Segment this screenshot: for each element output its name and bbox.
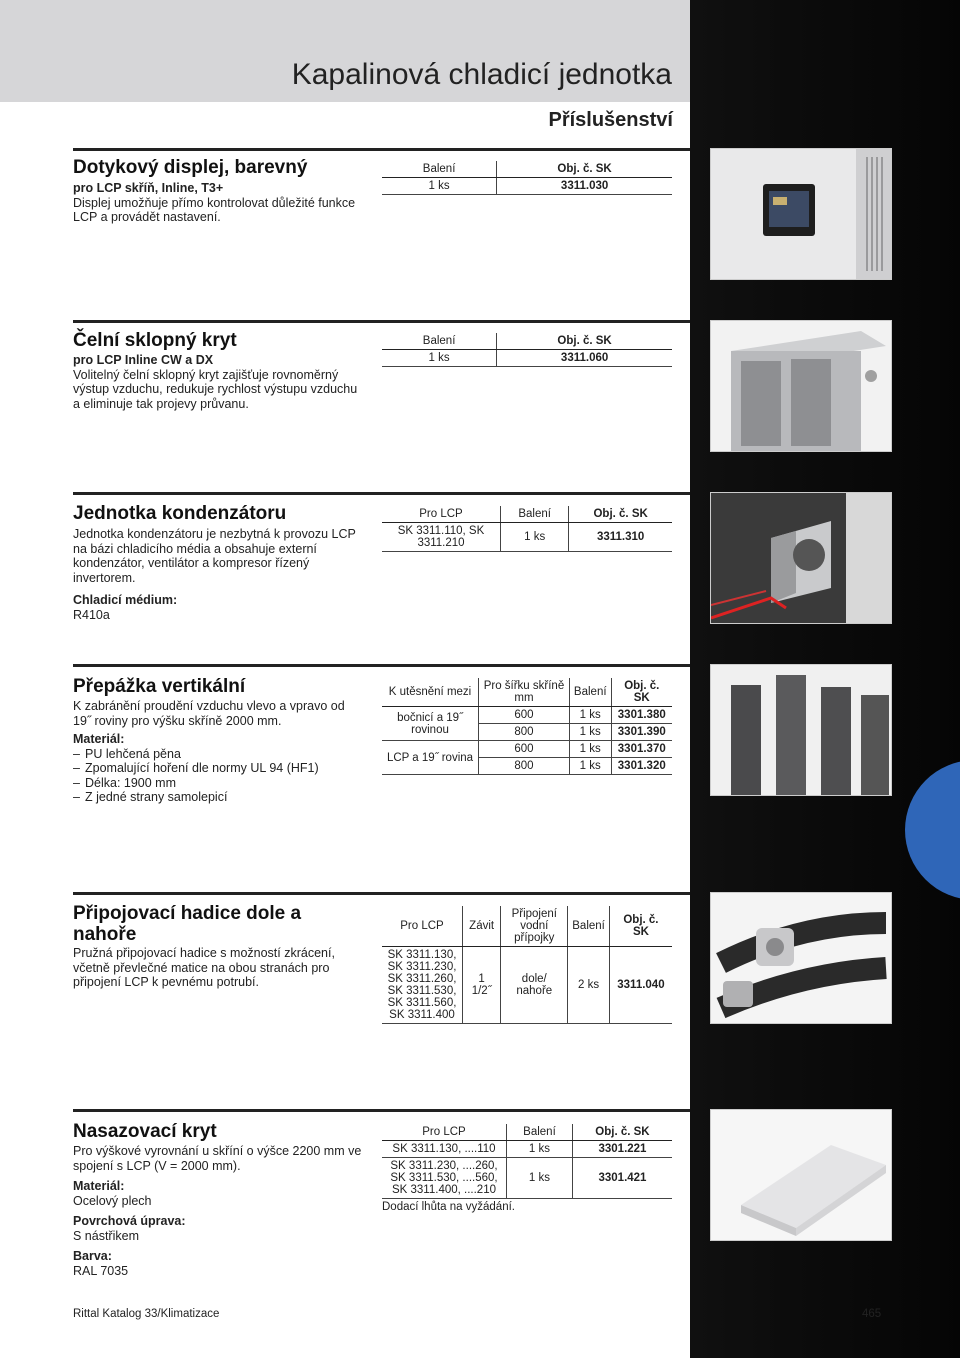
section-body: Pro výškové vyrovnání u skříní o výšce 2200 mm ve spojení s LCP (V = 2000 mm).: [73, 1144, 362, 1173]
product-photo-display: [710, 148, 892, 280]
col-header: Balení: [501, 506, 569, 523]
section-title: Přepážka vertikální: [73, 676, 246, 697]
medium-label: Chladicí médium:: [73, 593, 178, 607]
cell-thread: 1 1/2˝: [463, 947, 501, 1024]
section-body: K zabránění proudění vzduchu vlevo a vpravo od 19˝ roviny pro výšku skříně 2000 mm.: [73, 699, 345, 728]
material-label: Materiál:: [73, 1179, 125, 1193]
col-header: Pro LCP: [382, 906, 463, 947]
section-body: Displej umožňuje přímo kontrolovat důležité funkce LCP a provádět nastavení.: [73, 195, 356, 224]
section-text: [73, 353, 363, 411]
footer-catalog: Rittal Katalog 33/Klimatizace: [73, 1308, 220, 1320]
cell-for-lcp: SK 3311.130, SK 3311.230, SK 3311.260, SK 3311.530, SK 3311.560, SK 3311.400: [382, 947, 463, 1024]
section-rule: [73, 320, 690, 323]
col-header: Obj. č. SK: [572, 1124, 672, 1141]
section-rule: [73, 892, 690, 895]
cell-order-no: 3301.421: [572, 1158, 672, 1199]
cell-pack: 1 ks: [569, 707, 611, 724]
surface-value: S nástřikem: [73, 1228, 139, 1243]
page-number: 465: [862, 1308, 882, 1320]
material-label: Materiál:: [73, 732, 125, 746]
cell-group: bočnicí a 19˝ rovinou: [382, 707, 479, 741]
material-item: – Zpomalující hoření dle normy UL 94 (HF1): [73, 761, 363, 776]
product-photo-partition: [710, 664, 892, 796]
col-header: Pro LCP: [382, 506, 501, 523]
cell-order-no: 3311.060: [497, 350, 672, 367]
cell-width: 800: [479, 724, 570, 741]
section-title: Dotykový displej, barevný: [73, 157, 308, 178]
cell-order-no: 3301.390: [611, 724, 672, 741]
section-rule: [73, 664, 690, 667]
section-rule: [73, 492, 690, 495]
col-header: Obj. č. SK: [609, 906, 672, 947]
col-header: Pro LCP: [382, 1124, 507, 1141]
page-title: Kapalinová chladicí jednotka: [291, 58, 672, 91]
cell-pack: 2 ks: [568, 947, 610, 1024]
section-text: [73, 527, 363, 622]
section-title: Nasazovací kryt: [73, 1121, 217, 1142]
section-lead: pro LCP skříň, Inline, T3+: [73, 181, 224, 195]
product-table: [382, 506, 672, 552]
col-header: Závit: [463, 906, 501, 947]
product-table: [382, 1124, 672, 1199]
product-photo-condenser: [710, 492, 892, 624]
color-label: Barva:: [73, 1249, 112, 1263]
section-text: [73, 946, 363, 990]
section-lead: pro LCP Inline CW a DX: [73, 353, 214, 367]
product-photo-hose: [710, 892, 892, 1024]
cell-pack: 1 ks: [507, 1158, 573, 1199]
section-text: [73, 699, 363, 805]
cell-for-lcp: SK 3311.130, ....110: [382, 1141, 507, 1158]
product-table: [382, 333, 672, 367]
product-photo-front-cover: [710, 320, 892, 452]
cell-order-no: 3311.040: [609, 947, 672, 1024]
material-item: – Z jedné strany samolepicí: [73, 790, 363, 805]
cell-pack: 1 ks: [501, 523, 569, 552]
material-value: Ocelový plech: [73, 1193, 152, 1208]
col-header: Obj. č. SK: [497, 161, 672, 178]
page-subtitle: Příslušenství: [548, 109, 673, 131]
col-header: Balení: [507, 1124, 573, 1141]
cell-order-no: 3311.030: [497, 178, 672, 195]
surface-label: Povrchová úprava:: [73, 1214, 186, 1228]
material-item: – Délka: 1900 mm: [73, 776, 363, 791]
cell-pack: 1 ks: [382, 178, 497, 195]
material-item: – PU lehčená pěna: [73, 747, 363, 762]
cell-connection: dole/ nahoře: [501, 947, 568, 1024]
section-text: [73, 1144, 363, 1278]
product-table: [382, 678, 672, 775]
cell-order-no: 3301.221: [572, 1141, 672, 1158]
product-table: [382, 906, 672, 1024]
section-body: Volitelný čelní sklopný kryt zajišťuje rovnoměrný výstup vzduchu, redukuje rychlost výstupu vzduchu a eliminuje tak projevy průvanu.: [73, 367, 358, 411]
cell-for-lcp: SK 3311.110, SK 3311.210: [382, 523, 501, 552]
col-header: Obj. č. SK: [569, 506, 672, 523]
cell-order-no: 3311.310: [569, 523, 672, 552]
col-header: Balení: [382, 161, 497, 178]
cell-pack: 1 ks: [507, 1141, 573, 1158]
cell-order-no: 3301.370: [611, 741, 672, 758]
col-header: Připojení vodní přípojky: [501, 906, 568, 947]
cell-width: 600: [479, 741, 570, 758]
section-rule: [73, 1109, 690, 1112]
cell-pack: 1 ks: [569, 724, 611, 741]
cell-group: LCP a 19˝ rovina: [382, 741, 479, 775]
section-title: Čelní sklopný kryt: [73, 330, 237, 351]
section-text: [73, 181, 363, 225]
col-header: Obj. č. SK: [611, 678, 672, 707]
col-header: Obj. č. SK: [497, 333, 672, 350]
col-header: K utěsnění mezi: [382, 678, 479, 707]
col-header: Balení: [569, 678, 611, 707]
col-header: Pro šířku skříně mm: [479, 678, 570, 707]
section-rule: [73, 148, 690, 151]
color-value: RAL 7035: [73, 1263, 129, 1278]
col-header: Balení: [382, 333, 497, 350]
cell-pack: 1 ks: [382, 350, 497, 367]
product-table: [382, 161, 672, 195]
medium-value: R410a: [73, 607, 110, 622]
section-body: Pružná připojovací hadice s možností zkrácení, včetně převlečné matice na obou stranách pro připojení LCP k pevnému potrubí.: [73, 946, 335, 989]
cell-pack: 1 ks: [569, 758, 611, 775]
section-body: Jednotka kondenzátoru je nezbytná k provozu LCP na bázi chladicího média a obsahuje externí kondenzátor, ventilátor a kompresor řízený invertorem.: [73, 527, 356, 585]
section-title: Jednotka kondenzátoru: [73, 503, 287, 524]
cell-order-no: 3301.320: [611, 758, 672, 775]
cell-order-no: 3301.380: [611, 707, 672, 724]
delivery-note: Dodací lhůta na vyžádání.: [382, 1201, 515, 1213]
cell-for-lcp: SK 3311.230, ....260, SK 3311.530, ....560, SK 3311.400, ....210: [382, 1158, 507, 1199]
cell-width: 600: [479, 707, 570, 724]
cell-width: 800: [479, 758, 570, 775]
product-photo-top-cover: [710, 1109, 892, 1241]
col-header: Balení: [568, 906, 610, 947]
section-title: Připojovací hadice dole a nahoře: [73, 903, 302, 945]
cell-pack: 1 ks: [569, 741, 611, 758]
